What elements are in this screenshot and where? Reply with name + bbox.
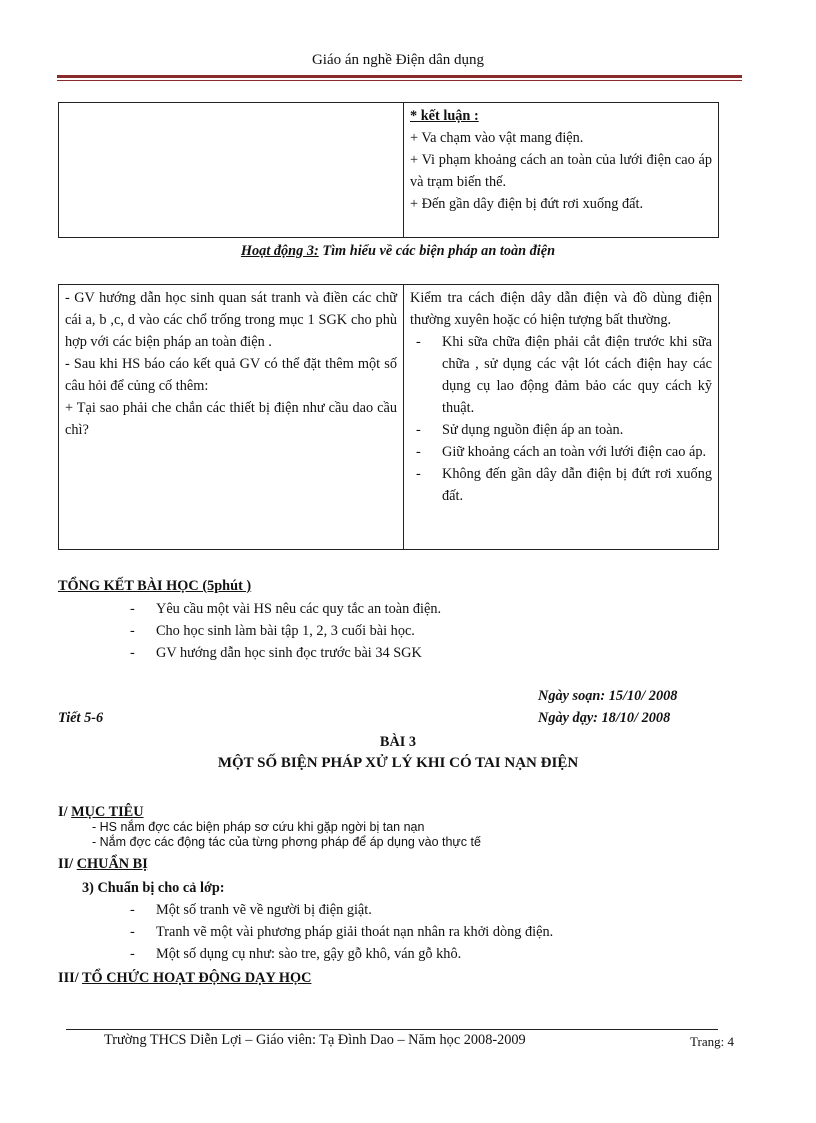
safety-measure-item: - Khi sữa chữa điện phải cắt điện trước khi sữa chữa , sử dụng các vật lót cách điện hay các dụng cụ lao động đảm bảo các quy cách kỹ thuật. [410,331,712,419]
preparation-heading-number: II/ [58,856,74,872]
preparation-subheading: 3) Chuẩn bị cho cả lớp: [82,880,225,896]
activity3-table [58,284,719,550]
activity3-teacher-cell [59,285,404,550]
preparation-item: - Tranh vẽ một vài phương pháp giải thoát nạn nhân ra khởi dòng điện. [124,921,684,943]
safety-intro: Kiểm tra cách điện dây dẫn điện và đồ dùng điện thường xuyên hoặc có hiện tượng bất thường. [410,290,712,328]
preparation-item: - Một số tranh vẽ về người bị điện giật. [124,899,684,921]
page-header-title: Giáo án nghề Điện dân dụng [311,52,485,68]
date-prepared: Ngày soạn: 15/10/ 2008 [538,688,678,704]
lesson-period: Tiết 5-6 [58,710,104,726]
activity3-heading [0,243,796,260]
header-rule-thin [57,80,742,81]
teacher-step: - GV hướng dẫn học sinh quan sát tranh và điền các chữ cái a, b ,c, d vào các chổ trống trong mục 1 SGK cho phù hợp với các biện pháp an toàn điện . [65,290,397,350]
preparation-heading [58,853,148,875]
summary-item: - GV hướng dẫn học sinh đọc trước bài 34 SGK [124,642,684,664]
preparation-item: - Một số dụng cụ như: sào tre, gậy gỗ khô, ván gỗ khô. [124,943,684,965]
conclusion-title: * kết luận : [410,108,479,124]
conclusion-table [58,102,719,238]
page-number: Trang: 4 [690,1034,734,1049]
objectives-lines [92,820,481,850]
lesson-title: MỘT SỐ BIỆN PHÁP XỬ LÝ KHI CÓ TAI NẠN ĐIỆN [217,755,579,771]
footer-text: Trường THCS Diễn Lợi – Giáo viên: Tạ Đình Dao – Năm học 2008-2009 [104,1032,526,1048]
safety-measure-list [410,331,712,507]
conclusion-table-right-cell [404,103,719,238]
summary-heading: TỔNG KẾT BÀI HỌC (5phút ) [58,578,252,594]
objective-line: - HS nắm đợc các biện pháp sơ cứu khi gặp ngời bị tan nạn [92,820,425,834]
header-rule-thick [57,75,742,78]
summary-item: - Cho học sinh làm bài tập 1, 2, 3 cuối bài học. [124,620,684,642]
preparation-heading-text: CHUẨN BỊ [76,856,148,872]
activity3-title: Tìm hiểu về các biện pháp an toàn điện [322,243,556,259]
safety-measure-item: - Giữ khoảng cách an toàn với lưới điện cao áp. [410,441,712,463]
activity3-label: Hoạt động 3: [240,243,319,259]
conclusion-line: + Đến gần dây điện bị đứt rơi xuống đất. [410,196,644,212]
objectives-heading-number: I/ [58,804,68,820]
footer-rule [66,1029,718,1030]
conclusion-line: + Vi phạm khoảng cách an toàn của lưới điện cao áp và trạm biến thế. [410,152,712,190]
teacher-step: + Tại sao phải che chắn các thiết bị điện như cầu dao cầu chì? [65,400,397,438]
organize-heading-number: III/ [58,970,79,986]
summary-list [124,598,684,664]
preparation-list [124,899,684,965]
organize-heading-text: TỔ CHỨC HOẠT ĐỘNG DẠY HỌC [82,970,312,986]
lesson-number: BÀI 3 [379,734,417,750]
teacher-step: - Sau khi HS báo cáo kết quả GV có thể đặt thêm một số câu hỏi để củng cố thêm: [65,356,397,394]
safety-measure-item: - Sử dụng nguồn điện áp an toàn. [410,419,712,441]
organize-heading [58,967,311,989]
objectives-heading-text: MỤC TIÊU [71,804,144,820]
activity3-content-cell [404,285,719,550]
conclusion-line: + Va chạm vào vật mang điện. [410,130,584,146]
safety-measure-item: - Không đến gần dây dẫn điện bị đứt rơi xuống đất. [410,463,712,507]
date-taught: Ngày dạy: 18/10/ 2008 [538,710,671,726]
objective-line: - Nắm đợc các động tác của từng phơng pháp để áp dụng vào thực tế [92,835,481,849]
summary-item: - Yêu cầu một vài HS nêu các quy tắc an toàn điện. [124,598,684,620]
conclusion-table-left-cell [59,103,404,238]
